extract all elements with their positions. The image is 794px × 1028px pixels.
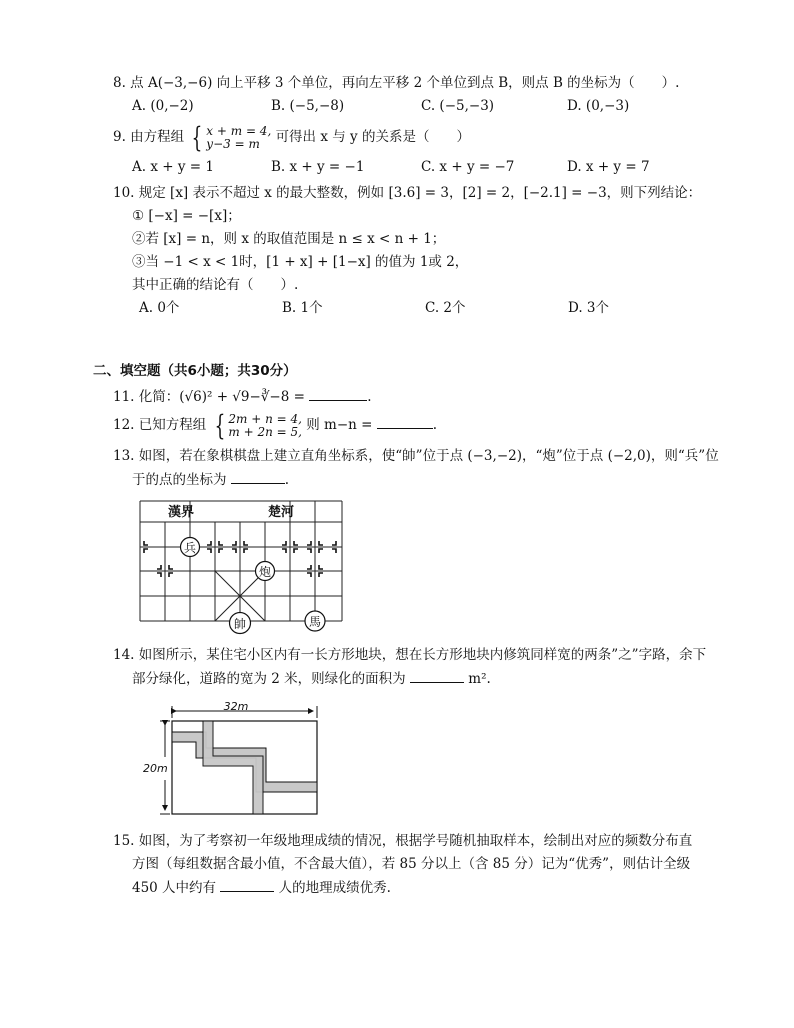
q9-brace: { <box>192 120 203 154</box>
q10-option-a: A. 0个 <box>139 300 180 316</box>
q10-conclusion-1: ① [−x] = −[x]； <box>132 208 241 224</box>
q9-tail: 可得出 x 与 y 的关系是（ ） <box>275 129 470 145</box>
q15-line-3-tail: 人的地理成绩优秀. <box>278 880 391 896</box>
piece-pao <box>256 562 275 581</box>
q12-brace: { <box>214 408 225 442</box>
q13-line-1: 13. 如图，若在象棋棋盘上建立直角坐标系，使“帥”位于点 (−3,−2)，“炮”位于点 (−2,0)，则“兵”位 <box>113 448 719 464</box>
q9-option-a: A. x + y = 1 <box>132 159 214 175</box>
q12-eq2: m + 2n = 5, <box>228 424 302 439</box>
q8-option-c: C. (−5,−3) <box>421 98 495 114</box>
piece-ma <box>305 611 325 631</box>
q10-stem: 10. 规定 [x] 表示不超过 x 的最大整数，例如 [3.6] = 3，[2] = 2，[−2.1] = −3，则下列结论： <box>113 185 702 201</box>
q11-stem <box>113 387 372 406</box>
q10-conclusion-2: ②若 [x] = n，则 x 的取值范围是 n ≤ x < n + 1； <box>132 231 446 247</box>
section-title: 二、填空题（共6小题；共30分） <box>93 363 297 379</box>
q8-option-d: D. (0,−3) <box>567 98 630 114</box>
q9-option-b: B. x + y = −1 <box>271 159 365 175</box>
piece-shuai-label: 帥 <box>233 617 247 631</box>
q14-unit: m². <box>468 671 491 687</box>
q15-line-3-text: 450 人中约有 <box>132 880 217 896</box>
q12-number: 12. 已知方程组 <box>113 417 207 433</box>
q10-conclusion-3: ③当 −1 < x < 1时，[1 + x] + [1−x] 的值为 1或 2， <box>132 254 469 270</box>
q8-stem: 8. 点 A(−3,−6) 向上平移 3 个单位，再向左平移 2 个单位到点 B，则点 B 的坐标为（ ）. <box>113 75 680 91</box>
q9-eq2: y−3 = m <box>206 136 260 151</box>
q13-line-2 <box>132 470 289 489</box>
q9-stem <box>113 120 470 154</box>
q12-stem <box>113 408 437 442</box>
q14-line-1: 14. 如图所示，某住宅小区内有一长方形地块，想在长方形地块内修筑同样宽的两条”之”字路，余下 <box>113 647 707 663</box>
q10-conclusion-prompt: 其中正确的结论有（ ）. <box>132 277 299 293</box>
piece-bing <box>181 538 200 557</box>
q10-option-c: C. 2个 <box>425 300 466 316</box>
q14-line-2 <box>132 669 491 688</box>
piece-ma-label: 馬 <box>308 615 322 629</box>
q9-system <box>206 125 271 151</box>
river-label-right: 楚河 <box>268 505 295 520</box>
q12-tail: 则 m−n = <box>306 417 373 433</box>
q8-option-a: A. (0,−2) <box>132 98 194 114</box>
q9-eq1: x + m = 4, <box>206 123 272 138</box>
height-label: 20m <box>143 762 168 775</box>
q15-line-1: 15. 如图，为了考察初一年级地理成绩的情况，根据学号随机抽取样本，绘制出对应的频数分布直 <box>113 833 693 849</box>
q9-option-c: C. x + y = −7 <box>421 159 515 175</box>
q12-eq1: 2m + n = 4, <box>228 411 302 426</box>
q8-option-b: B. (−5,−8) <box>271 98 345 114</box>
q11-end: . <box>367 389 372 405</box>
q13-end: . <box>284 472 290 488</box>
q13-answer-blank[interactable] <box>231 470 285 484</box>
road-figure <box>140 700 325 818</box>
river-label-left: 漢界 <box>168 505 195 520</box>
q15-line-3 <box>132 878 391 897</box>
q12-answer-blank[interactable] <box>377 415 433 429</box>
width-label: 32m <box>223 700 249 713</box>
q11-answer-blank[interactable] <box>309 387 367 401</box>
piece-pao-label: 炮 <box>258 565 272 579</box>
chess-board-figure <box>138 499 344 639</box>
q15-line-2: 方图（每组数据含最小值，不含最大值），若 85 分以上（含 85 分）记为“优秀”，则估计全级 <box>132 856 691 872</box>
q9-number: 9. 由方程组 <box>113 129 185 145</box>
q14-line-2-text: 部分绿化，道路的宽为 2 米，则绿化的面积为 <box>132 671 406 687</box>
q10-option-b: B. 1个 <box>282 300 323 316</box>
q15-answer-blank[interactable] <box>220 878 274 892</box>
q11-text: 11. 化简：(√6)² + √9−∛−8 = <box>113 389 305 405</box>
q13-line-2-text: 于的点的坐标为 <box>132 472 227 488</box>
piece-bing-label: 兵 <box>183 541 197 555</box>
piece-shuai <box>230 613 251 634</box>
q12-end: . <box>432 417 438 433</box>
q10-option-d: D. 3个 <box>568 300 610 316</box>
q12-system <box>228 413 302 439</box>
q14-answer-blank[interactable] <box>410 669 464 683</box>
q9-option-d: D. x + y = 7 <box>567 159 650 175</box>
